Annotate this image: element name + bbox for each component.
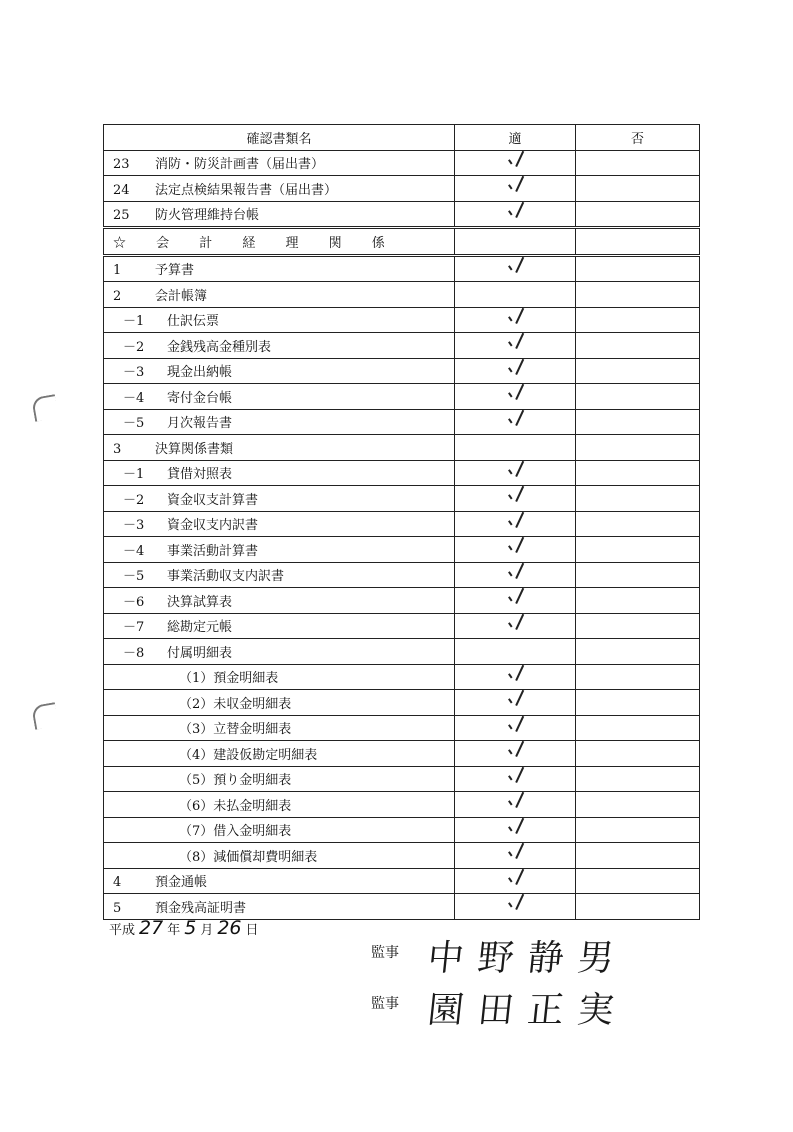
not-appropriate-cell bbox=[576, 409, 700, 435]
check-mark-icon bbox=[507, 410, 523, 430]
appropriate-cell bbox=[455, 868, 576, 894]
check-mark-icon bbox=[507, 869, 523, 889]
table-row bbox=[104, 639, 700, 665]
not-appropriate-cell bbox=[576, 766, 700, 792]
item-number: 1 bbox=[113, 263, 122, 279]
appropriate-cell bbox=[455, 639, 576, 665]
item-label: 金銭残高金種別表 bbox=[167, 339, 272, 355]
document-name-cell bbox=[104, 741, 455, 767]
appropriate-cell bbox=[455, 228, 576, 256]
item-number: 25 bbox=[113, 208, 130, 224]
document-name-cell bbox=[104, 792, 455, 818]
appropriate-cell bbox=[455, 460, 576, 486]
document-name-cell bbox=[104, 868, 455, 894]
not-appropriate-cell bbox=[576, 150, 700, 176]
table-row bbox=[104, 766, 700, 792]
check-mark-icon bbox=[507, 665, 523, 685]
item-number: 5 bbox=[113, 900, 122, 916]
table-row bbox=[104, 843, 700, 869]
item-label: 月次報告書 bbox=[167, 416, 233, 432]
item-number: －5 bbox=[123, 569, 145, 585]
not-appropriate-cell bbox=[576, 511, 700, 537]
check-mark-icon bbox=[507, 359, 523, 379]
not-appropriate-cell bbox=[576, 435, 700, 461]
appropriate-cell bbox=[455, 486, 576, 512]
table-row bbox=[104, 486, 700, 512]
document-name-cell bbox=[104, 664, 455, 690]
appropriate-cell bbox=[455, 894, 576, 920]
check-mark-icon bbox=[507, 818, 523, 838]
document-name-cell bbox=[104, 409, 455, 435]
check-mark-icon bbox=[507, 486, 523, 506]
item-number: －6 bbox=[123, 594, 145, 610]
not-appropriate-cell bbox=[576, 228, 700, 256]
auditor-title-2: 監事 bbox=[371, 996, 399, 1012]
table-row bbox=[104, 537, 700, 563]
appropriate-cell bbox=[455, 613, 576, 639]
not-appropriate-cell bbox=[576, 384, 700, 410]
table-row bbox=[104, 201, 700, 228]
appropriate-cell bbox=[455, 792, 576, 818]
item-label: 法定点検結果報告書（届出書） bbox=[155, 182, 338, 198]
confirmation-checklist-table bbox=[103, 124, 700, 920]
document-name-cell bbox=[104, 843, 455, 869]
item-number: －4 bbox=[123, 390, 145, 406]
check-mark-icon bbox=[507, 461, 523, 481]
document-name-cell bbox=[104, 307, 455, 333]
document-name-cell bbox=[104, 282, 455, 308]
not-appropriate-cell bbox=[576, 792, 700, 818]
table-row bbox=[104, 333, 700, 359]
table-row bbox=[104, 282, 700, 308]
appropriate-cell bbox=[455, 307, 576, 333]
item-label: 預金通帳 bbox=[155, 875, 208, 891]
check-mark-icon bbox=[507, 202, 523, 222]
item-label: 決算関係書類 bbox=[155, 441, 234, 457]
item-number: －2 bbox=[123, 492, 145, 508]
item-label: 事業活動収支内訳書 bbox=[167, 569, 285, 585]
item-label: （4）建設仮勘定明細表 bbox=[179, 747, 318, 763]
appropriate-cell bbox=[455, 690, 576, 716]
appropriate-cell bbox=[455, 358, 576, 384]
check-mark-icon bbox=[507, 512, 523, 532]
item-label: （1）預金明細表 bbox=[179, 671, 279, 687]
item-label: 資金収支内訳書 bbox=[167, 518, 259, 534]
header-document-name: 確認書類名 bbox=[104, 125, 455, 151]
not-appropriate-cell bbox=[576, 690, 700, 716]
appropriate-cell bbox=[455, 715, 576, 741]
date-line bbox=[109, 917, 259, 939]
header-appropriate: 適 bbox=[455, 125, 576, 151]
check-mark-icon bbox=[507, 308, 523, 328]
check-mark-icon bbox=[507, 767, 523, 787]
table-row bbox=[104, 741, 700, 767]
check-mark-icon bbox=[507, 537, 523, 557]
header-not-appropriate: 否 bbox=[576, 125, 700, 151]
item-number: 24 bbox=[113, 182, 130, 198]
date-era: 平成 bbox=[109, 923, 136, 938]
item-label: 預金残高証明書 bbox=[155, 900, 247, 916]
item-number: 3 bbox=[113, 441, 122, 457]
item-label: 会計帳簿 bbox=[155, 288, 208, 304]
document-name-cell bbox=[104, 894, 455, 920]
check-mark-icon bbox=[507, 894, 523, 914]
item-number: －2 bbox=[123, 339, 145, 355]
item-label: 消防・防災計画書（届出書） bbox=[155, 157, 325, 173]
item-number: －5 bbox=[123, 416, 145, 432]
item-label: （6）未払金明細表 bbox=[179, 798, 292, 814]
check-mark-icon bbox=[507, 176, 523, 196]
item-label: （2）未収金明細表 bbox=[179, 696, 292, 712]
item-label: （3）立替金明細表 bbox=[179, 722, 292, 738]
item-number: －1 bbox=[123, 467, 145, 483]
appropriate-cell bbox=[455, 409, 576, 435]
date-day: 26 bbox=[217, 917, 242, 939]
table-row bbox=[104, 817, 700, 843]
appropriate-cell bbox=[455, 843, 576, 869]
table-row bbox=[104, 562, 700, 588]
not-appropriate-cell bbox=[576, 868, 700, 894]
not-appropriate-cell bbox=[576, 817, 700, 843]
table-row bbox=[104, 664, 700, 690]
document-name-cell bbox=[104, 537, 455, 563]
item-label: 予算書 bbox=[155, 263, 195, 279]
item-number: －1 bbox=[123, 314, 145, 330]
not-appropriate-cell bbox=[576, 333, 700, 359]
check-mark-icon bbox=[507, 690, 523, 710]
check-mark-icon bbox=[507, 588, 523, 608]
appropriate-cell bbox=[455, 150, 576, 176]
document-name-cell bbox=[104, 588, 455, 614]
item-label: 決算試算表 bbox=[167, 594, 233, 610]
check-mark-icon bbox=[507, 257, 523, 277]
check-mark-icon bbox=[507, 716, 523, 736]
check-mark-icon bbox=[507, 151, 523, 171]
not-appropriate-cell bbox=[576, 307, 700, 333]
table-header-row bbox=[104, 125, 700, 151]
table-row bbox=[104, 409, 700, 435]
document-name-cell bbox=[104, 333, 455, 359]
table-row bbox=[104, 435, 700, 461]
check-mark-icon bbox=[507, 741, 523, 761]
table-body bbox=[104, 150, 700, 919]
document-name-cell bbox=[104, 435, 455, 461]
document-name-cell bbox=[104, 817, 455, 843]
date-year: 27 bbox=[139, 917, 164, 939]
check-mark-icon bbox=[507, 843, 523, 863]
table-row bbox=[104, 613, 700, 639]
item-label: 付属明細表 bbox=[167, 645, 233, 661]
date-year-unit: 年 bbox=[167, 923, 181, 938]
not-appropriate-cell bbox=[576, 588, 700, 614]
table-row bbox=[104, 384, 700, 410]
document-name-cell bbox=[104, 690, 455, 716]
item-label: 寄付金台帳 bbox=[167, 390, 233, 406]
item-label: 貸借対照表 bbox=[167, 467, 233, 483]
section-title-cell bbox=[104, 228, 455, 256]
document-name-cell bbox=[104, 766, 455, 792]
not-appropriate-cell bbox=[576, 715, 700, 741]
not-appropriate-cell bbox=[576, 460, 700, 486]
item-number: －3 bbox=[123, 365, 145, 381]
section-row bbox=[104, 228, 700, 256]
document-name-cell bbox=[104, 201, 455, 228]
table-row bbox=[104, 150, 700, 176]
table-row bbox=[104, 715, 700, 741]
appropriate-cell bbox=[455, 766, 576, 792]
document-name-cell bbox=[104, 384, 455, 410]
item-label: 総勘定元帳 bbox=[167, 620, 233, 636]
not-appropriate-cell bbox=[576, 282, 700, 308]
table-row bbox=[104, 511, 700, 537]
table-row bbox=[104, 690, 700, 716]
appropriate-cell bbox=[455, 176, 576, 202]
appropriate-cell bbox=[455, 664, 576, 690]
item-number: －8 bbox=[123, 645, 145, 661]
table-row bbox=[104, 868, 700, 894]
date-month: 5 bbox=[184, 917, 197, 939]
table-row bbox=[104, 588, 700, 614]
punch-hole-upper bbox=[31, 394, 59, 422]
not-appropriate-cell bbox=[576, 358, 700, 384]
appropriate-cell bbox=[455, 255, 576, 282]
section-title: ☆ 会 計 経 理 関 係 bbox=[113, 235, 398, 251]
document-name-cell bbox=[104, 255, 455, 282]
table-row bbox=[104, 792, 700, 818]
not-appropriate-cell bbox=[576, 741, 700, 767]
item-number: 23 bbox=[113, 157, 130, 173]
item-label: 仕訳伝票 bbox=[167, 314, 220, 330]
appropriate-cell bbox=[455, 588, 576, 614]
date-month-unit: 月 bbox=[200, 923, 214, 938]
check-mark-icon bbox=[507, 614, 523, 634]
appropriate-cell bbox=[455, 511, 576, 537]
punch-hole-lower bbox=[31, 702, 59, 730]
document-name-cell bbox=[104, 511, 455, 537]
item-number: －4 bbox=[123, 543, 145, 559]
document-name-cell bbox=[104, 613, 455, 639]
document-name-cell bbox=[104, 715, 455, 741]
item-label: 事業活動計算書 bbox=[167, 543, 259, 559]
not-appropriate-cell bbox=[576, 537, 700, 563]
not-appropriate-cell bbox=[576, 176, 700, 202]
not-appropriate-cell bbox=[576, 664, 700, 690]
not-appropriate-cell bbox=[576, 843, 700, 869]
not-appropriate-cell bbox=[576, 639, 700, 665]
table-row bbox=[104, 255, 700, 282]
date-day-unit: 日 bbox=[245, 923, 259, 938]
table-row bbox=[104, 176, 700, 202]
not-appropriate-cell bbox=[576, 613, 700, 639]
item-label: （5）預り金明細表 bbox=[179, 773, 292, 789]
appropriate-cell bbox=[455, 384, 576, 410]
document-name-cell bbox=[104, 176, 455, 202]
table-row bbox=[104, 460, 700, 486]
document-name-cell bbox=[104, 460, 455, 486]
document-name-cell bbox=[104, 562, 455, 588]
not-appropriate-cell bbox=[576, 201, 700, 228]
table-row bbox=[104, 307, 700, 333]
appropriate-cell bbox=[455, 201, 576, 228]
check-mark-icon bbox=[507, 384, 523, 404]
auditor-signature-2: 園田正実 bbox=[425, 990, 630, 1031]
document-name-cell bbox=[104, 150, 455, 176]
item-number: －7 bbox=[123, 620, 145, 636]
table-row bbox=[104, 358, 700, 384]
not-appropriate-cell bbox=[576, 894, 700, 920]
check-mark-icon bbox=[507, 563, 523, 583]
item-label: 現金出納帳 bbox=[167, 365, 233, 381]
auditor-title-1: 監事 bbox=[371, 945, 399, 961]
not-appropriate-cell bbox=[576, 255, 700, 282]
document-name-cell bbox=[104, 639, 455, 665]
check-mark-icon bbox=[507, 792, 523, 812]
check-mark-icon bbox=[507, 333, 523, 353]
document-name-cell bbox=[104, 486, 455, 512]
not-appropriate-cell bbox=[576, 486, 700, 512]
appropriate-cell bbox=[455, 333, 576, 359]
document-name-cell bbox=[104, 358, 455, 384]
item-label: 防火管理維持台帳 bbox=[155, 208, 260, 224]
item-number: 4 bbox=[113, 875, 122, 891]
item-number: －3 bbox=[123, 518, 145, 534]
appropriate-cell bbox=[455, 741, 576, 767]
item-label: （7）借入金明細表 bbox=[179, 824, 292, 840]
appropriate-cell bbox=[455, 537, 576, 563]
not-appropriate-cell bbox=[576, 562, 700, 588]
appropriate-cell bbox=[455, 817, 576, 843]
appropriate-cell bbox=[455, 562, 576, 588]
appropriate-cell bbox=[455, 282, 576, 308]
item-number: 2 bbox=[113, 288, 122, 304]
appropriate-cell bbox=[455, 435, 576, 461]
auditor-signature-1: 中野静男 bbox=[425, 938, 630, 979]
table-row bbox=[104, 894, 700, 920]
item-label: （8）減価償却費明細表 bbox=[179, 849, 318, 865]
item-label: 資金収支計算書 bbox=[167, 492, 259, 508]
